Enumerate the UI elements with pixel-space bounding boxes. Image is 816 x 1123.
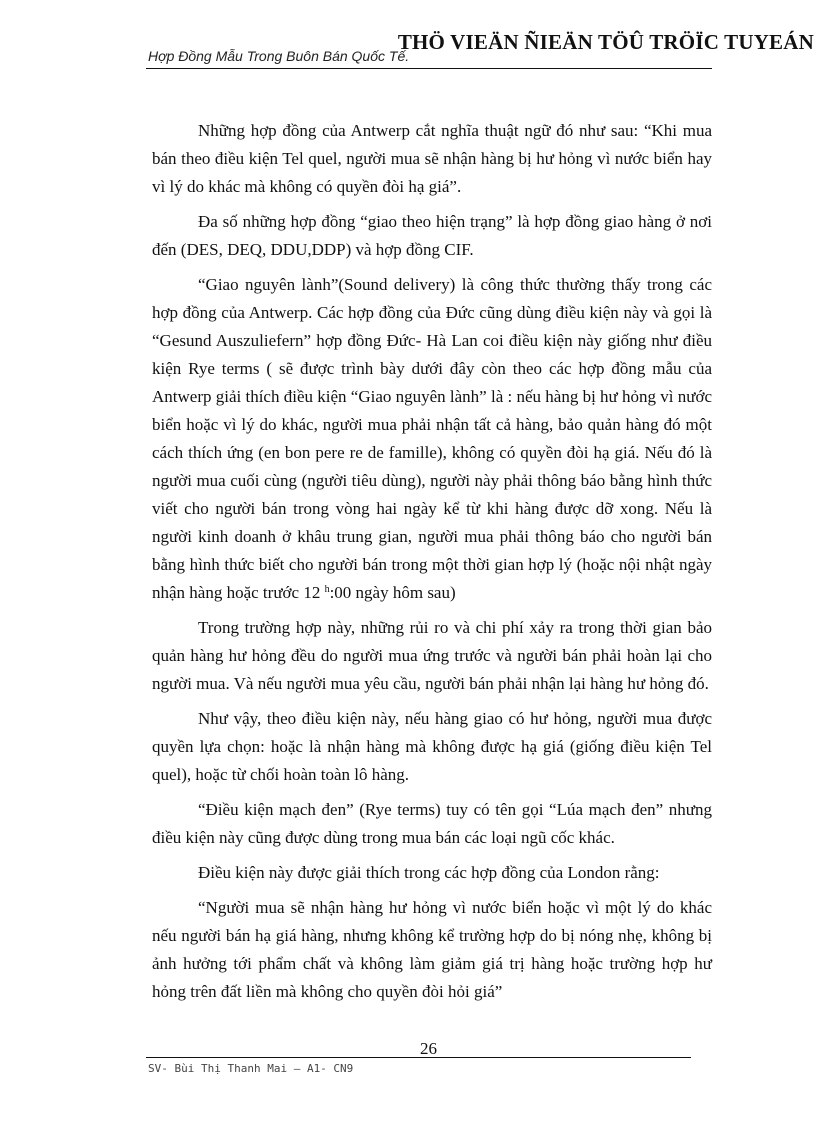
document-body [152,117,712,1006]
paragraph-7: Điều kiện này được giải thích trong các hợp đồng của London rằng: [198,863,660,882]
paragraph-5: Như vậy, theo điều kiện này, nếu hàng giao có hư hỏng, người mua được quyền lựa chọn: hoặc là nhận hàng mà không được hạ giá (giống điều kiện Tel quel), hoặc từ chối hoàn toàn lô hàng. [152,709,712,784]
paragraph-3-tail: :00 ngày hôm sau) [329,583,456,602]
header-divider [146,68,712,69]
footer-divider [146,1057,691,1058]
paragraph-8: “Người mua sẽ nhận hàng hư hỏng vì nước biển hoặc vì một lý do khác nếu người bán hạ giá hàng, nhưng không kể trường hợp do bị nóng nhẹ, không bị ảnh hưởng tới phẩm chất và không làm giảm giá trị hàng hoặc trường hợp hư hỏng trên đất liền mà không cho quyền đòi hỏi giá” [152,898,712,1001]
page-number: 26 [420,1039,437,1058]
paragraph-3 [152,271,712,607]
paragraph-1: Những hợp đồng của Antwerp cắt nghĩa thuật ngữ đó như sau: “Khi mua bán theo điều kiện Tel quel, người mua sẽ nhận hàng bị hư hỏng vì nước biển hay vì lý do khác mà không có quyền đòi hạ giá”. [152,121,712,196]
paragraph-6: “Điều kiện mạch đen” (Rye terms) tuy có tên gọi “Lúa mạch đen” nhưng điều kiện này cũng được dùng trong mua bán các loại ngũ cốc khác. [152,800,712,847]
header-title: Hợp Đồng Mẫu Trong Buôn Bán Quốc Tế. [148,48,410,64]
paragraph-2: Đa số những hợp đồng “giao theo hiện trạng” là hợp đồng giao hàng ở nơi đến (DES, DEQ, DDU,DDP) và hợp đồng CIF. [152,212,712,259]
footer-author: SV- Bùi Thị Thanh Mai – A1- CN9 [148,1062,354,1075]
header-library-banner: THÖ VIEÄN ÑIEÄN TÖÛ TRÖÏC TUYEÁN [397,30,814,54]
superscript-hour: h [324,584,330,595]
paragraph-3-text: “Giao nguyên lành”(Sound delivery) là công thức thường thấy trong các hợp đồng của Antwerp. Các hợp đồng của Đức cũng dùng điều kiện này và gọi là “Gesund Auszuliefern” hợp đồng Đức- Hà Lan coi điều kiện này giống như điều kiện Rye terms ( sẽ được trình bày dưới đây còn theo các hợp đồng mẫu của Antwerp giải thích điều kiện “Giao nguyên lành” là : nếu hàng bị hư hỏng vì nước biển hoặc vì lý do khác, người mua phải nhận tất cả hàng, bảo quản hàng đó một cách thích ứng (en bon pere re de famille), không có quyền đòi hạ giá. Nếu đó là người mua cuối cùng (người tiêu dùng), người này phải thông báo bằng hình thức viết cho người bán trong vòng hai ngày kể từ khi hàng được dỡ xong. Nếu là người kinh doanh ở khâu trung gian, người mua phải thông báo cho người bán bằng hình thức biết cho người bán trong một thời gian hợp lý (hoặc nội nhật ngày nhận hàng hoặc trước 12 [152,275,712,602]
paragraph-4: Trong trường hợp này, những rủi ro và chi phí xảy ra trong thời gian bảo quản hàng hư hỏng đều do người mua ứng trước và người bán phải hoàn lại cho người mua. Và nếu người mua yêu cầu, người bán phải nhận lại hàng hư hỏng đó. [152,618,712,693]
